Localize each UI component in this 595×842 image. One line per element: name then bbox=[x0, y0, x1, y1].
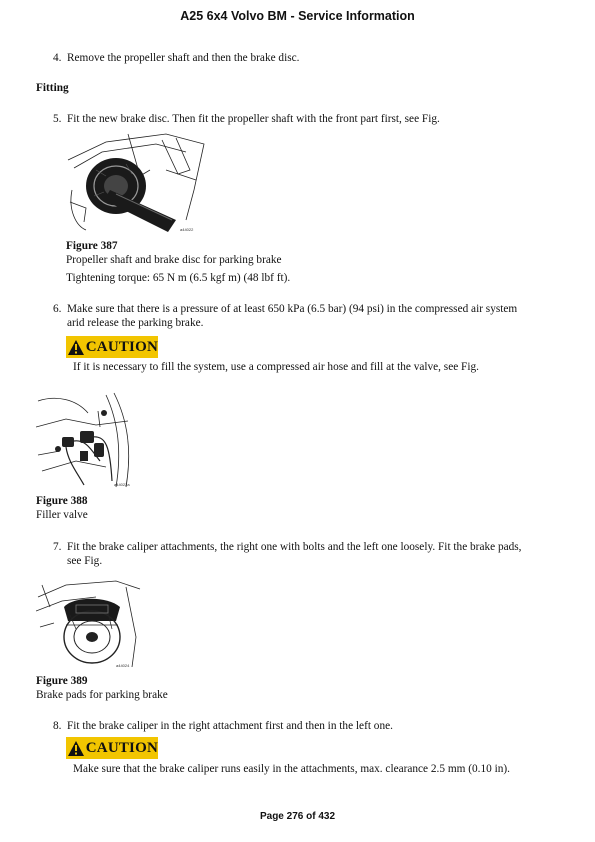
figure-387-caption: Propeller shaft and brake disc for parking brake bbox=[66, 254, 282, 266]
warning-triangle-icon bbox=[66, 737, 86, 759]
page-footer-number: Page 276 of 432 bbox=[259, 811, 336, 822]
step-7-number: 7. bbox=[53, 541, 62, 553]
fitting-heading: Fitting bbox=[36, 82, 69, 94]
figure-388-label: Figure 388 bbox=[36, 495, 88, 507]
caution-badge-2 bbox=[66, 737, 158, 759]
figure-389-image bbox=[36, 577, 142, 669]
caution-label-1: CAUTION bbox=[85, 338, 158, 355]
figure-387-label: Figure 387 bbox=[66, 240, 118, 252]
figure-387-code: a44022 bbox=[180, 227, 194, 232]
step-4-number: 4. bbox=[53, 52, 62, 64]
caution-badge-1 bbox=[66, 336, 158, 358]
caution-2-text: Make sure that the brake caliper runs easily in the attachments, max. clearance 2.5 mm (0.10 in). bbox=[73, 763, 510, 775]
figure-387-image bbox=[66, 130, 206, 234]
step-6-line-2: arid release the parking brake. bbox=[67, 317, 204, 329]
figure-388-caption: Filler valve bbox=[36, 509, 88, 521]
step-6-number: 6. bbox=[53, 303, 62, 315]
caution-1-text: If it is necessary to fill the system, use a compressed air hose and fill at the valve, see Fig. bbox=[73, 361, 479, 373]
step-5-text: Fit the new brake disc. Then fit the propeller shaft with the front part first, see Fig. bbox=[67, 113, 440, 125]
step-7-line-2: see Fig. bbox=[67, 555, 103, 567]
step-8-text: Fit the brake caliper in the right attachment first and then in the left one. bbox=[67, 720, 393, 732]
figure-389-code: a44024 bbox=[116, 663, 130, 668]
figure-389-label: Figure 389 bbox=[36, 675, 88, 687]
step-8-number: 8. bbox=[53, 720, 62, 732]
figure-389-caption: Brake pads for parking brake bbox=[36, 689, 168, 701]
warning-triangle-icon bbox=[66, 336, 86, 358]
step-5-number: 5. bbox=[53, 113, 62, 125]
figure-388-code: a44022a bbox=[114, 482, 130, 487]
figure-387-torque: Tightening torque: 65 N m (6.5 kgf m) (48 lbf ft). bbox=[66, 272, 291, 284]
step-7-line-1: Fit the brake caliper attachments, the right one with bolts and the left one loosely. Fit the brake pads, bbox=[67, 541, 522, 553]
step-6-line-1: Make sure that there is a pressure of at least 650 kPa (6.5 bar) (94 psi) in the compressed air system bbox=[67, 303, 518, 315]
step-4-text: Remove the propeller shaft and then the brake disc. bbox=[67, 52, 300, 64]
figure-388-image bbox=[36, 391, 140, 489]
caution-label-2: CAUTION bbox=[85, 739, 158, 756]
page-header-title: A25 6x4 Volvo BM - Service Information bbox=[180, 9, 415, 23]
